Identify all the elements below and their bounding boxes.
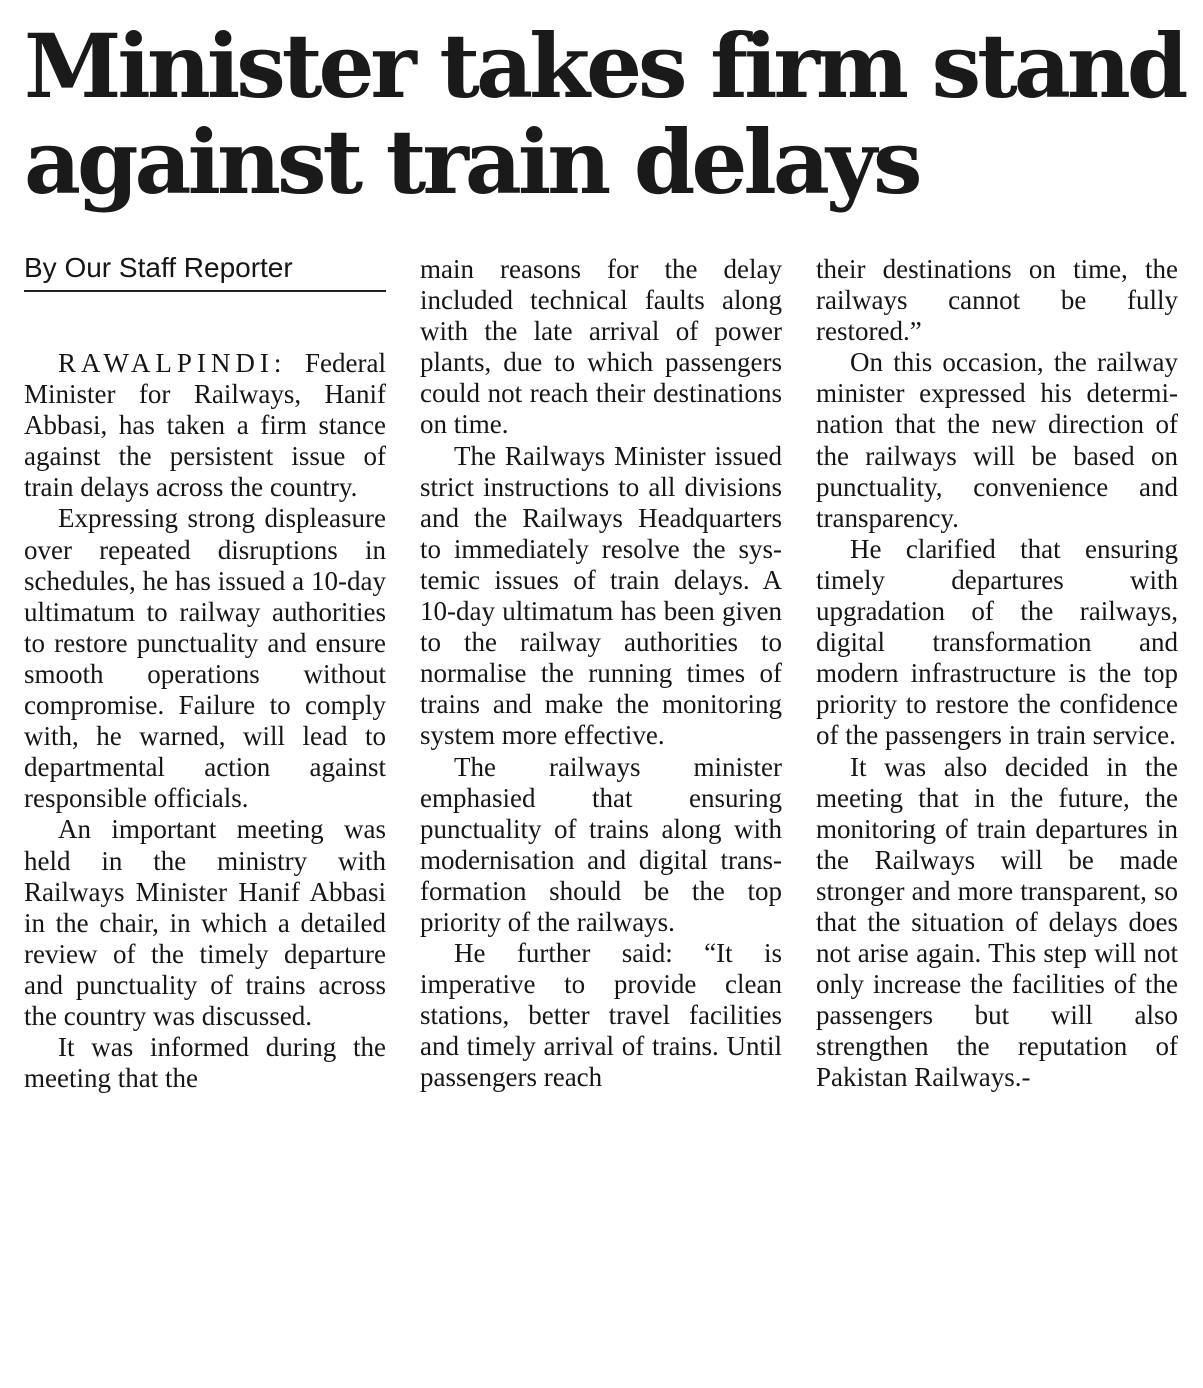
article-paragraph	[24, 348, 386, 503]
headline-line-2: against train delays	[24, 110, 919, 214]
paragraph-text: Federal Minister for Railways, Hanif Abbasi, has taken a firm stance against the persistent issue of train delays across the country.	[24, 348, 386, 503]
article-paragraph: Expressing strong displeasure over repeated disruptions in schedules, he has issued a 10-day ultimatum to railway authorities to restore punctuality and ensure smooth operations without compromise. Failure to comply with, he warned, will lead to departmental action against responsible officials.	[24, 503, 386, 814]
article-paragraph: He further said: “It is imperative to provide clean stations, better travel facilities and timely arrival of trains. Until passengers reach	[420, 938, 782, 1093]
article-paragraph: On this occasion, the railway minister expressed his determination that the new direction of the railways will be based on punctuality, convenience and transparency.	[816, 347, 1178, 533]
article-paragraph: It was informed during the meeting that the	[24, 1032, 386, 1094]
dateline: RAWALPINDI:	[58, 348, 287, 378]
article-paragraph: main reasons for the delay included technical faults along with the late arrival of power plants, due to which passengers could not reach their destinations on time.	[420, 254, 782, 440]
article-paragraph: He clarified that ensuring timely departures with upgradation of the railways, digital transformation and modern infrastructure is the top priority to restore the confidence of the passengers in train service.	[816, 533, 1178, 751]
article-column-1	[24, 348, 386, 1094]
article-paragraph: their destinations on time, the railways cannot be fully restored.”	[816, 254, 1178, 347]
byline: By Our Staff Reporter	[24, 250, 386, 292]
article-paragraph: The Railways Minister issued strict instructions to all divisions and the Railways Headquarters to immediately resolve the systemic issues of train delays. A 10-day ultimatum has been given to the railway authorities to normalise the running times of trains and make the monitoring system more effective.	[420, 440, 782, 751]
headline-line-1: Minister takes firm stand	[24, 14, 1185, 118]
article-paragraph: It was also decided in the meeting that in the future, the monitoring of train departures in the Railways will be made stronger and more transparent, so that the situation of delays does not arise again. This step will not only increase the facilities of the passengers but will also strengthen the reputation of Pakistan Railways.-	[816, 751, 1178, 1093]
article-paragraph: The railways minister emphasied that ensuring punctuality of trains along with modernisation and digital transformation should be the top priority of the railways.	[420, 751, 782, 937]
headline	[24, 14, 1185, 214]
article-column-3	[816, 254, 1178, 1094]
article-column-2	[420, 254, 782, 1094]
article-paragraph: An important meeting was held in the ministry with Railways Minister Hanif Abbasi in the chair, in which a detailed review of the timely departure and punctuality of trains across the country was discussed.	[24, 814, 386, 1031]
